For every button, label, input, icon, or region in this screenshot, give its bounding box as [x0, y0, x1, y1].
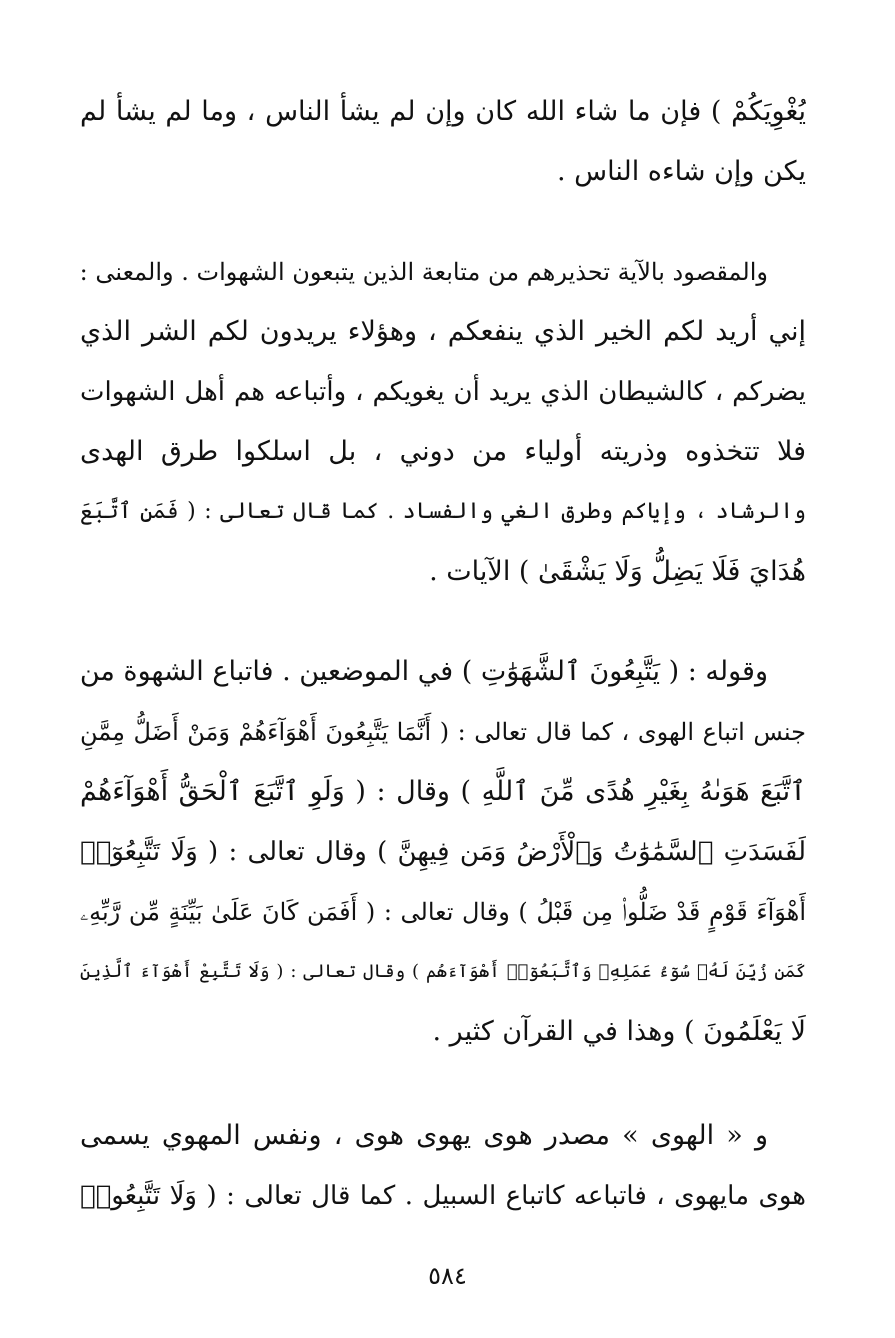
text-line: والمقصود بالآية تحذيرهم من متابعة الذين يتبعون الشهوات . والمعنى :: [80, 258, 768, 286]
paragraph-1: [80, 82, 806, 202]
text-line: لَا يَعْلَمُونَ ) وهذا في القرآن كثير .: [432, 1016, 806, 1047]
text-line: فلا تتخذوه وذريته أولياء من دوني ، بل اسلكوا طرق الهدى: [80, 436, 806, 467]
text-line: يضركم ، كالشيطان الذي يريد أن يغويكم ، وأتباعه هم أهل الشهوات: [80, 377, 806, 407]
paragraph-4: [80, 1106, 806, 1226]
text-line: يُغْوِيَكُمْ ) فإن ما شاء الله كان وإن لم يشأ الناس ، وما لم يشأ لم: [80, 96, 806, 127]
paragraph-3: [80, 642, 806, 1062]
text-line: لَفَسَدَتِ ٱلسَّمَٰوَٰتُ وَٱلْأَرْضُ وَمَن فِيهِنَّ ) وقال تعالى : ( وَلَا تَتَّبِعُوٓا۟: [80, 837, 806, 867]
text-line: هُدَايَ فَلَا يَضِلُّ وَلَا يَشْقَىٰ ) الآيات .: [429, 556, 806, 587]
text-line: إني أريد لكم الخير الذي ينفعكم ، وهؤلاء يريدون لكم الشر الذي: [80, 316, 806, 347]
text-line: ٱتَّبَعَ هَوَىٰهُ بِغَيْرِ هُدًى مِّنَ ٱللَّهِ ) وقال : ( وَلَوِ ٱتَّبَعَ ٱلْحَقُّ أَهْوَآءَهُمْ: [80, 776, 806, 807]
text-line: أَهْوَآءَ قَوْمٍ قَدْ ضَلُّوا۟ مِن قَبْلُ ) وقال تعالى : ( أَفَمَن كَانَ عَلَىٰ بَيِّنَةٍ مِّن رَّبِّهِۦ: [80, 898, 806, 926]
text-line: و « الهوى » مصدر هوى يهوى هوى ، ونفس المهوي يسمى: [80, 1120, 768, 1151]
text-line: وقوله : ( يَتَّبِعُونَ ٱلشَّهَوَٰتِ ) في الموضعين . فاتباع الشهوة من: [80, 656, 768, 687]
text-line: والرشاد ، وإياكم وطرق الغي والفساد . كما قال تعالى : ( فَمَنِ ٱتَّبَعَ: [80, 499, 806, 524]
text-line: هوى مايهوى ، فاتباعه كاتباع السبيل . كما قال تعالى : ( وَلَا تَتَّبِعُوا۟: [80, 1181, 806, 1211]
text-line: جنس اتباع الهوى ، كما قال تعالى : ( أَنَّمَا يَتَّبِعُونَ أَهْوَآءَهُمْ وَمَنْ أَضَلُّ مِمَّنِ: [80, 718, 806, 746]
page-number: ٥٨٤: [428, 1262, 467, 1290]
text-line: يكن وإن شاءه الناس .: [556, 156, 806, 187]
text-line: كَمَن زُيِّنَ لَهُۥ سُوٓءُ عَمَلِهِۦ وَٱتَّبَعُوٓا۟ أَهْوَآءَهُم ) وقال تعالى : ( وَلَا تَتَّبِعْ أَهْوَآءَ ٱلَّذِينَ: [80, 961, 806, 982]
paragraph-2: [80, 242, 806, 602]
